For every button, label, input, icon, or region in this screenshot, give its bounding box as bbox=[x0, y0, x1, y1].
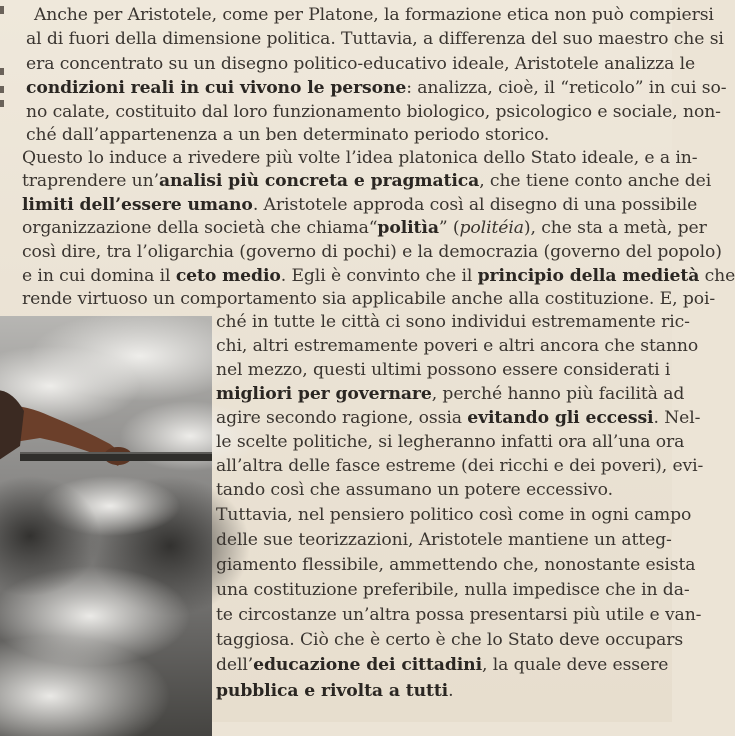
text-segment: , che tiene conto anche dei bbox=[479, 171, 712, 191]
text-segment: organizzazione della società che chiama“ bbox=[22, 218, 378, 238]
text-segment: che bbox=[699, 266, 735, 286]
text-line: chi, altri estremamente poveri e altri ancora che stanno bbox=[216, 336, 699, 356]
bold-term: pubblica e rivolta a tutti bbox=[216, 681, 449, 701]
bold-term: ceto medio bbox=[175, 266, 281, 286]
text-segment: agire secondo ragione, ossia bbox=[216, 408, 468, 428]
text-line: tando così che assumano un potere eccessivo. bbox=[216, 480, 613, 500]
bold-term: limiti dell’essere umano bbox=[22, 195, 253, 215]
text-segment: e in cui domina il bbox=[22, 266, 176, 286]
hand-holding-bar-photo bbox=[0, 316, 212, 736]
bold-term: evitando gli eccessi bbox=[467, 408, 654, 428]
text-segment: dell’ bbox=[216, 655, 254, 675]
text-line: al di fuori della dimensione politica. Tuttavia, a differenza del suo maestro che si bbox=[26, 29, 724, 49]
text-line: ché dall’appartenenza a un ben determinato periodo storico. bbox=[26, 125, 550, 145]
bold-term: principio della medietà bbox=[477, 266, 700, 286]
text-line: rende virtuoso un comportamento sia applicabile anche alla costituzione. E, poi- bbox=[22, 289, 716, 309]
bold-term: analisi più concreta e pragmatica bbox=[158, 171, 480, 191]
text-line: taggiosa. Ciò che è certo è che lo Stato deve occupars bbox=[216, 630, 684, 650]
text-line: nel mezzo, questi ultimi possono essere considerati i bbox=[216, 360, 671, 380]
text-segment: . bbox=[448, 681, 454, 701]
text-segment: ), che sta a metà, per bbox=[523, 218, 707, 238]
text-line bbox=[216, 654, 668, 676]
text-line: era concentrato su un disegno politico-educativo ideale, Aristotele analizza le bbox=[26, 54, 696, 74]
text-line: una costituzione preferibile, nulla impedisce che in da- bbox=[216, 580, 690, 600]
text-line: te circostanze un’altra possa presentarsi più utile e van- bbox=[216, 605, 702, 625]
text-line bbox=[22, 217, 707, 239]
text-line: le scelte politiche, si legheranno infatti ora all’una ora bbox=[216, 432, 685, 452]
text-line bbox=[26, 77, 726, 99]
text-line bbox=[216, 407, 700, 429]
text-line: no calate, costituito dal loro funzionamento biologico, psicologico e sociale, non- bbox=[26, 102, 721, 122]
text-line bbox=[22, 194, 697, 216]
text-line: delle sue teorizzazioni, Aristotele mantiene un atteg- bbox=[216, 530, 672, 550]
text-segment: ” ( bbox=[438, 218, 460, 238]
binding-edge-marks bbox=[0, 0, 10, 120]
text-line bbox=[22, 170, 711, 192]
text-line: ché in tutte le città ci sono individui estremamente ric- bbox=[216, 312, 690, 332]
text-line bbox=[22, 265, 735, 287]
text-segment: , perché hanno più facilità ad bbox=[431, 384, 685, 404]
text-segment: . Egli è convinto che il bbox=[280, 266, 478, 286]
text-line: Questo lo induce a rivedere più volte l’idea platonica dello Stato ideale, e a in- bbox=[22, 148, 698, 168]
text-line: così dire, tra l’oligarchia (governo di pochi) e la democrazia (governo del popolo) bbox=[22, 242, 722, 262]
italic-term: politéia bbox=[459, 218, 524, 238]
text-segment: traprendere un’ bbox=[22, 171, 159, 191]
text-segment: , la quale deve essere bbox=[482, 655, 669, 675]
text-segment: . Aristotele approda così al disegno di una possibile bbox=[252, 195, 698, 215]
text-segment: . Nel- bbox=[653, 408, 701, 428]
bold-term: migliori per governare bbox=[216, 384, 432, 404]
text-line: all’altra delle fasce estreme (dei ricchi e dei poveri), evi- bbox=[216, 456, 704, 476]
text-line: giamento flessibile, ammettendo che, nonostante esista bbox=[216, 555, 696, 575]
bold-term: educazione dei cittadini bbox=[253, 655, 483, 675]
text-line: Anche per Aristotele, come per Platone, la formazione etica non può compiersi bbox=[34, 5, 714, 25]
text-line bbox=[216, 383, 684, 405]
text-line bbox=[216, 680, 453, 702]
bold-term: politìa bbox=[377, 218, 439, 238]
text-segment: : analizza, cioè, il “reticolo” in cui so- bbox=[406, 78, 727, 98]
bold-term: condizioni reali in cui vivono le persone bbox=[26, 78, 407, 98]
text-line: Tuttavia, nel pensiero politico così come in ogni campo bbox=[216, 505, 692, 525]
